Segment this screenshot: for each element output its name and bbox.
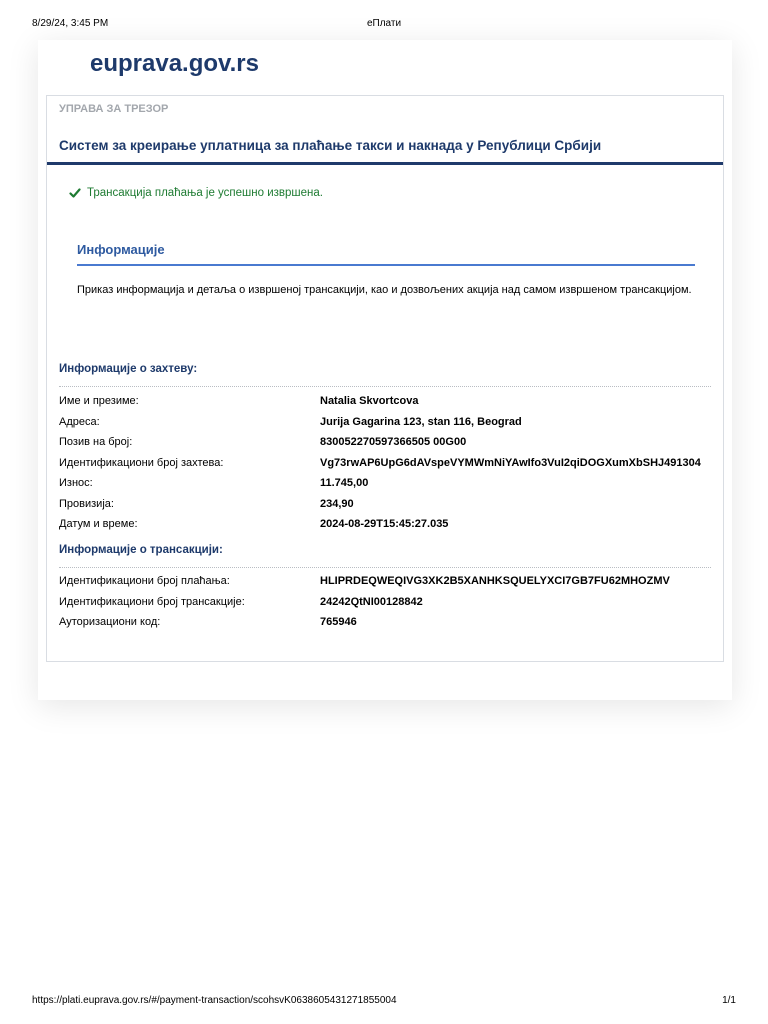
row-label: Идентификациони број захтева: [59, 456, 224, 469]
logo-mark [46, 48, 80, 86]
check-icon [69, 187, 81, 199]
row-label: Позив на број: [59, 436, 133, 448]
transaction-info-divider [59, 567, 711, 568]
system-title: Систем за креирање уплатница за плаћање такси и накнада у Републици Србији [59, 138, 602, 153]
row-label: Идентификациони број трансакције: [59, 595, 245, 608]
info-description: Приказ информација и детаља о извршеној трансакцији, као и дозвољених акција над самом извршеном трансакцијом. [77, 284, 692, 296]
row-value: 234,90 [320, 497, 354, 510]
row-label: Адреса: [59, 415, 100, 428]
print-header [32, 18, 736, 32]
row-value: 24242QtNI00128842 [320, 595, 423, 608]
row-label: Износ: [59, 477, 93, 489]
row-value: Vg73rwAP6UpG6dAVspeVYMWmNiYAwIfo3VuI2qiDOGXumXbSHJ491304 [320, 456, 701, 469]
title-divider [47, 162, 723, 165]
info-heading: Информације [77, 242, 165, 257]
row-value: 830052270597366505 00G00 [320, 436, 467, 448]
row-label: Идентификациони број плаћања: [59, 575, 230, 587]
info-divider [77, 264, 695, 266]
row-value: 11.745,00 [320, 477, 369, 489]
site-logo[interactable]: euprava.gov.rs [90, 50, 259, 77]
row-label: Датум и време: [59, 518, 138, 530]
print-url: https://plati.euprava.gov.rs/#/payment-transaction/scohsvK0638605431271855004 [32, 995, 397, 1006]
request-info-divider [59, 386, 711, 387]
row-label: Име и презиме: [59, 395, 139, 407]
row-label: Провизија: [59, 497, 114, 510]
print-page-title: еПлати [366, 18, 402, 29]
row-value: Natalia Skvortcova [320, 395, 419, 407]
row-label: Ауторизациони код: [59, 616, 161, 628]
row-value: HLIPRDEQWEQIVG3XK2B5XANHKSQUELYXCI7GB7FU62MHOZMV [320, 575, 670, 587]
transaction-info-title: Информације о трансакцији: [59, 544, 223, 556]
request-info-title: Информације о захтеву: [59, 363, 198, 375]
success-text: Трансакција плаћања је успешно извршена. [87, 187, 323, 199]
row-value: 765946 [320, 616, 357, 628]
row-value: Jurija Gagarina 123, stan 116, Beograd [320, 415, 522, 428]
treasury-label: УПРАВА ЗА ТРЕЗОР [59, 103, 169, 115]
print-date: 8/29/24, 3:45 PM [32, 18, 109, 29]
row-value: 2024-08-29T15:45:27.035 [320, 518, 449, 530]
transaction-card [46, 95, 724, 662]
print-page-count: 1/1 [722, 995, 736, 1006]
success-message [69, 187, 323, 199]
